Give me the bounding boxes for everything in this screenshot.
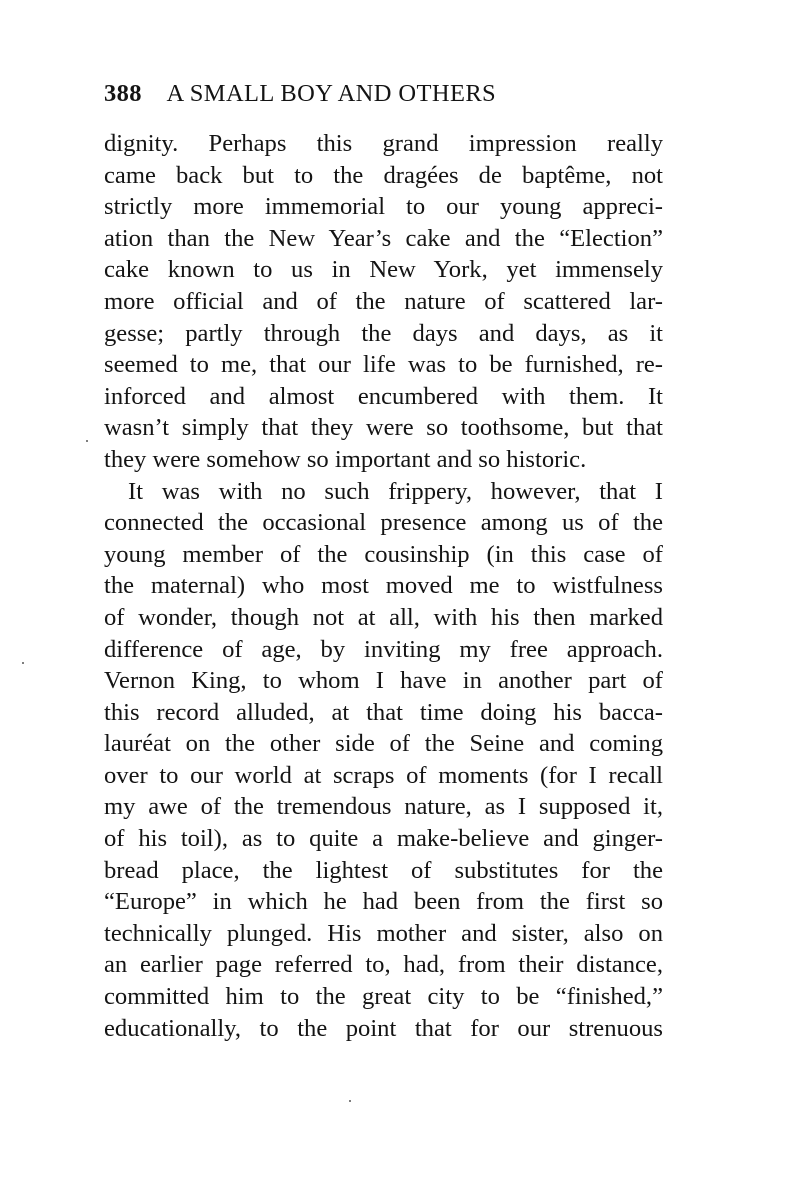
- text-line: “Europe” in which he had been from the first so: [104, 888, 663, 916]
- text-line: difference of age, by inviting my free approach.: [104, 635, 663, 663]
- text-line: ation than the New Year’s cake and the “Election”: [104, 224, 663, 252]
- text-line: lauréat on the other side of the Seine and coming: [104, 730, 663, 758]
- page-number: 388: [104, 80, 142, 107]
- body-text: [104, 128, 663, 1044]
- text-line: over to our world at scraps of moments (for I recall: [104, 761, 663, 789]
- text-line: came back but to the dragées de baptême, not: [104, 161, 663, 189]
- scan-speck: [349, 1100, 351, 1102]
- text-line: young member of the cousinship (in this case of: [104, 540, 663, 568]
- text-line: more official and of the nature of scattered lar-: [104, 287, 663, 315]
- scan-speck: [22, 662, 24, 664]
- text-line: Vernon King, to whom I have in another part of: [104, 667, 663, 695]
- text-line: committed him to the great city to be “finished,”: [104, 983, 663, 1011]
- text-line: of wonder, though not at all, with his then marked: [104, 603, 663, 631]
- paragraph-2: [104, 476, 663, 1045]
- scan-speck: [86, 440, 88, 442]
- text-line: educationally, to the point that for our strenuous: [104, 1014, 663, 1042]
- text-line: wasn’t simply that they were so toothsome, but that: [104, 414, 663, 442]
- running-title: A SMALL BOY AND OTHERS: [166, 80, 497, 107]
- text-line: of his toil), as to quite a make-believe and ginger-: [104, 825, 663, 853]
- text-line: technically plunged. His mother and sister, also on: [104, 919, 663, 947]
- text-line: cake known to us in New York, yet immensely: [104, 256, 663, 284]
- text-line: bread place, the lightest of substitutes for the: [104, 856, 663, 884]
- text-line: this record alluded, at that time doing his bacca-: [104, 698, 663, 726]
- text-line: seemed to me, that our life was to be furnished, re-: [104, 351, 663, 379]
- text-line: inforced and almost encumbered with them. It: [104, 382, 663, 410]
- text-line: strictly more immemorial to our young appreci-: [104, 193, 663, 221]
- text-line: dignity. Perhaps this grand impression really: [104, 130, 663, 157]
- text-line: my awe of the tremendous nature, as I supposed it,: [104, 793, 663, 821]
- paragraph-1: [104, 128, 663, 476]
- running-head: [104, 80, 664, 114]
- text-line: they were somehow so important and so historic.: [104, 445, 587, 473]
- text-line: an earlier page referred to, had, from their distance,: [104, 951, 663, 979]
- text-line: connected the occasional presence among us of the: [104, 509, 663, 537]
- text-line: the maternal) who most moved me to wistfulness: [104, 572, 663, 600]
- text-line: It was with no such frippery, however, that I: [128, 477, 663, 505]
- text-line: gesse; partly through the days and days, as it: [104, 319, 663, 347]
